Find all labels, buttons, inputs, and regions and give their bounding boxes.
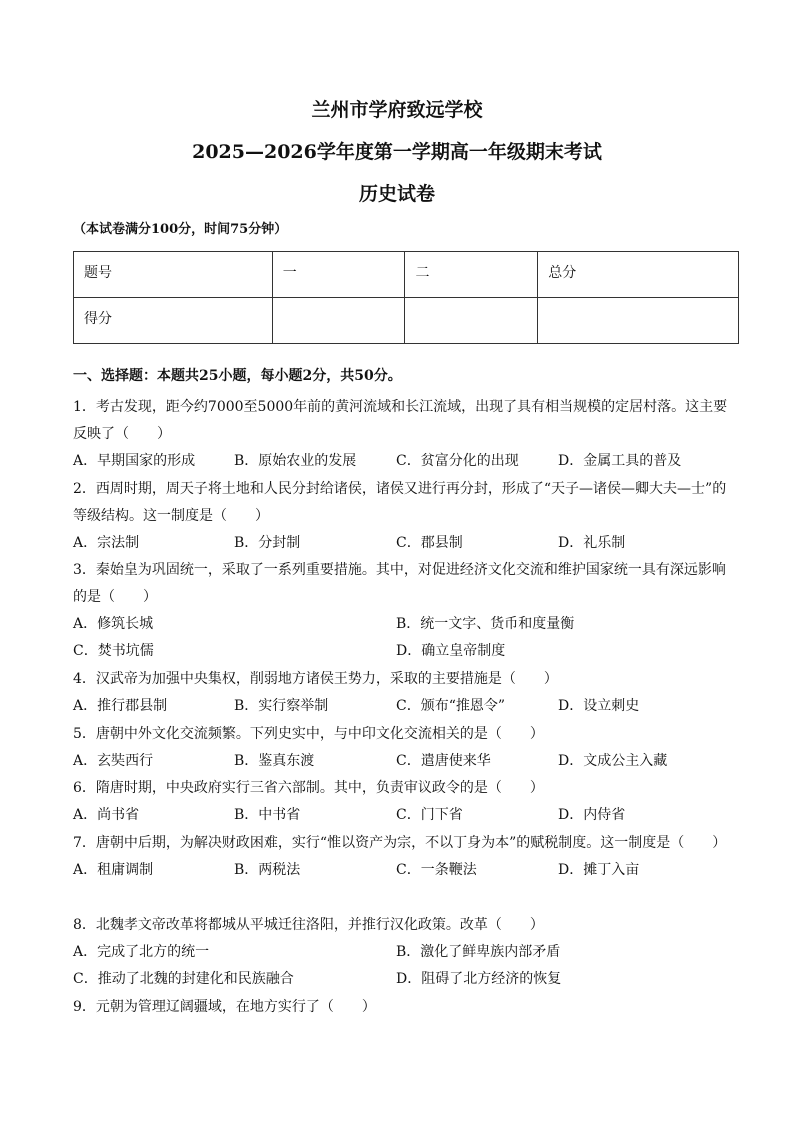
option-b: B．实行察举制 (234, 698, 329, 714)
option-b: B．分封制 (234, 535, 301, 551)
option-d: D．金属工具的普及 (558, 453, 682, 469)
option-c: C．焚书坑儒 (73, 643, 154, 659)
question-9 (73, 994, 733, 1021)
options-row (73, 748, 733, 775)
option-a: A．尚书省 (73, 807, 140, 823)
options-row (73, 530, 733, 557)
question-1 (73, 394, 733, 475)
score-table-score-row (74, 298, 739, 344)
cell-score-label: 得分 (74, 298, 273, 344)
option-d: D．设立刺史 (558, 698, 640, 714)
cell-total: 总分 (538, 252, 739, 298)
cell-part-2: 二 (405, 252, 538, 298)
question-2 (73, 476, 733, 557)
question-stem: 3．秦始皇为巩固统一，采取了一系列重要措施。其中，对促进经济文化交流和维护国家统一具有深远影响的是（ ） (73, 562, 726, 605)
option-a: A．租庸调制 (73, 862, 154, 878)
option-b: B．原始农业的发展 (234, 453, 357, 469)
options-row (73, 611, 733, 638)
exam-note: （本试卷满分100分，时间75分钟） (73, 222, 288, 237)
option-b: B．激化了鲜卑族内部矛盾 (396, 944, 561, 960)
score-table-header-row (74, 252, 739, 298)
option-d: D．阻碍了北方经济的恢复 (396, 971, 562, 987)
option-a: A．推行郡县制 (73, 698, 168, 714)
question-6 (73, 775, 733, 829)
option-c: C．门下省 (396, 807, 463, 823)
cell-part-1: 一 (272, 252, 405, 298)
options-row (73, 939, 733, 966)
option-c: C．郡县制 (396, 535, 463, 551)
option-d: D．确立皇帝制度 (396, 643, 506, 659)
options-row (73, 638, 733, 665)
option-d: D．内侍省 (558, 807, 626, 823)
subject-title: 历史试卷 (358, 183, 435, 205)
cell-score-total (538, 298, 739, 344)
cell-score-part-2 (405, 298, 538, 344)
option-a: A．早期国家的形成 (73, 453, 196, 469)
school-name: 兰州市学府致远学校 (311, 99, 483, 121)
options-row (73, 693, 733, 720)
question-stem: 8．北魏孝文帝改革将都城从平城迁往洛阳，并推行汉化政策。改革（ ） (73, 917, 544, 933)
option-c: C．一条鞭法 (396, 862, 477, 878)
question-stem: 2．西周时期，周天子将土地和人民分封给诸侯，诸侯又进行再分封，形成了“天子—诸侯—卿大夫—士”的等级结构。这一制度是（ ） (73, 481, 727, 524)
option-a: A．修筑长城 (73, 616, 154, 632)
options-row (73, 802, 733, 829)
option-b: B．中书省 (234, 807, 301, 823)
option-c: C．推动了北魏的封建化和民族融合 (73, 971, 294, 987)
score-table (73, 251, 739, 344)
option-d: D．礼乐制 (558, 535, 626, 551)
question-stem: 4．汉武帝为加强中央集权，削弱地方诸侯王势力，采取的主要措施是（ ） (73, 671, 558, 687)
option-b: B．鉴真东渡 (234, 753, 315, 769)
question-stem: 1．考古发现，距今约7000至5000年前的黄河流域和长江流域，出现了具有相当规模的定居村落。这主要反映了（ ） (73, 399, 728, 442)
question-stem: 6．隋唐时期，中央政府实行三省六部制。其中，负责审议政令的是（ ） (73, 780, 544, 796)
question-5 (73, 721, 733, 775)
cell-question-number: 题号 (74, 252, 273, 298)
option-a: A．完成了北方的统一 (73, 944, 210, 960)
question-3 (73, 557, 733, 665)
options-row (73, 448, 733, 475)
option-d: D．文成公主入藏 (558, 753, 668, 769)
question-stem: 7．唐朝中后期，为解决财政困难，实行“惟以资产为宗，不以丁身为本”的赋税制度。这一制度是（ ） (73, 835, 727, 851)
exam-title: 2025—2026学年度第一学期高一年级期末考试 (192, 141, 602, 163)
question-stem: 9．元朝为管理辽阔疆域，在地方实行了（ ） (73, 999, 376, 1015)
question-stem: 5．唐朝中外文化交流频繁。下列史实中，与中印文化交流相关的是（ ） (73, 726, 544, 742)
options-row (73, 966, 733, 993)
option-a: A．玄奘西行 (73, 753, 154, 769)
option-c: C．遣唐使来华 (396, 753, 491, 769)
option-b: B．统一文字、货币和度量衡 (396, 616, 575, 632)
section-heading: 一、选择题：本题共25小题，每小题2分，共50分。 (73, 368, 402, 384)
option-c: C．贫富分化的出现 (396, 453, 519, 469)
question-7 (73, 830, 733, 884)
option-a: A．宗法制 (73, 535, 140, 551)
options-row (73, 857, 733, 884)
cell-score-part-1 (272, 298, 405, 344)
option-d: D．摊丁入亩 (558, 862, 640, 878)
option-b: B．两税法 (234, 862, 301, 878)
question-4 (73, 666, 733, 720)
option-c: C．颁布“推恩令” (396, 698, 506, 714)
question-8 (73, 912, 733, 993)
